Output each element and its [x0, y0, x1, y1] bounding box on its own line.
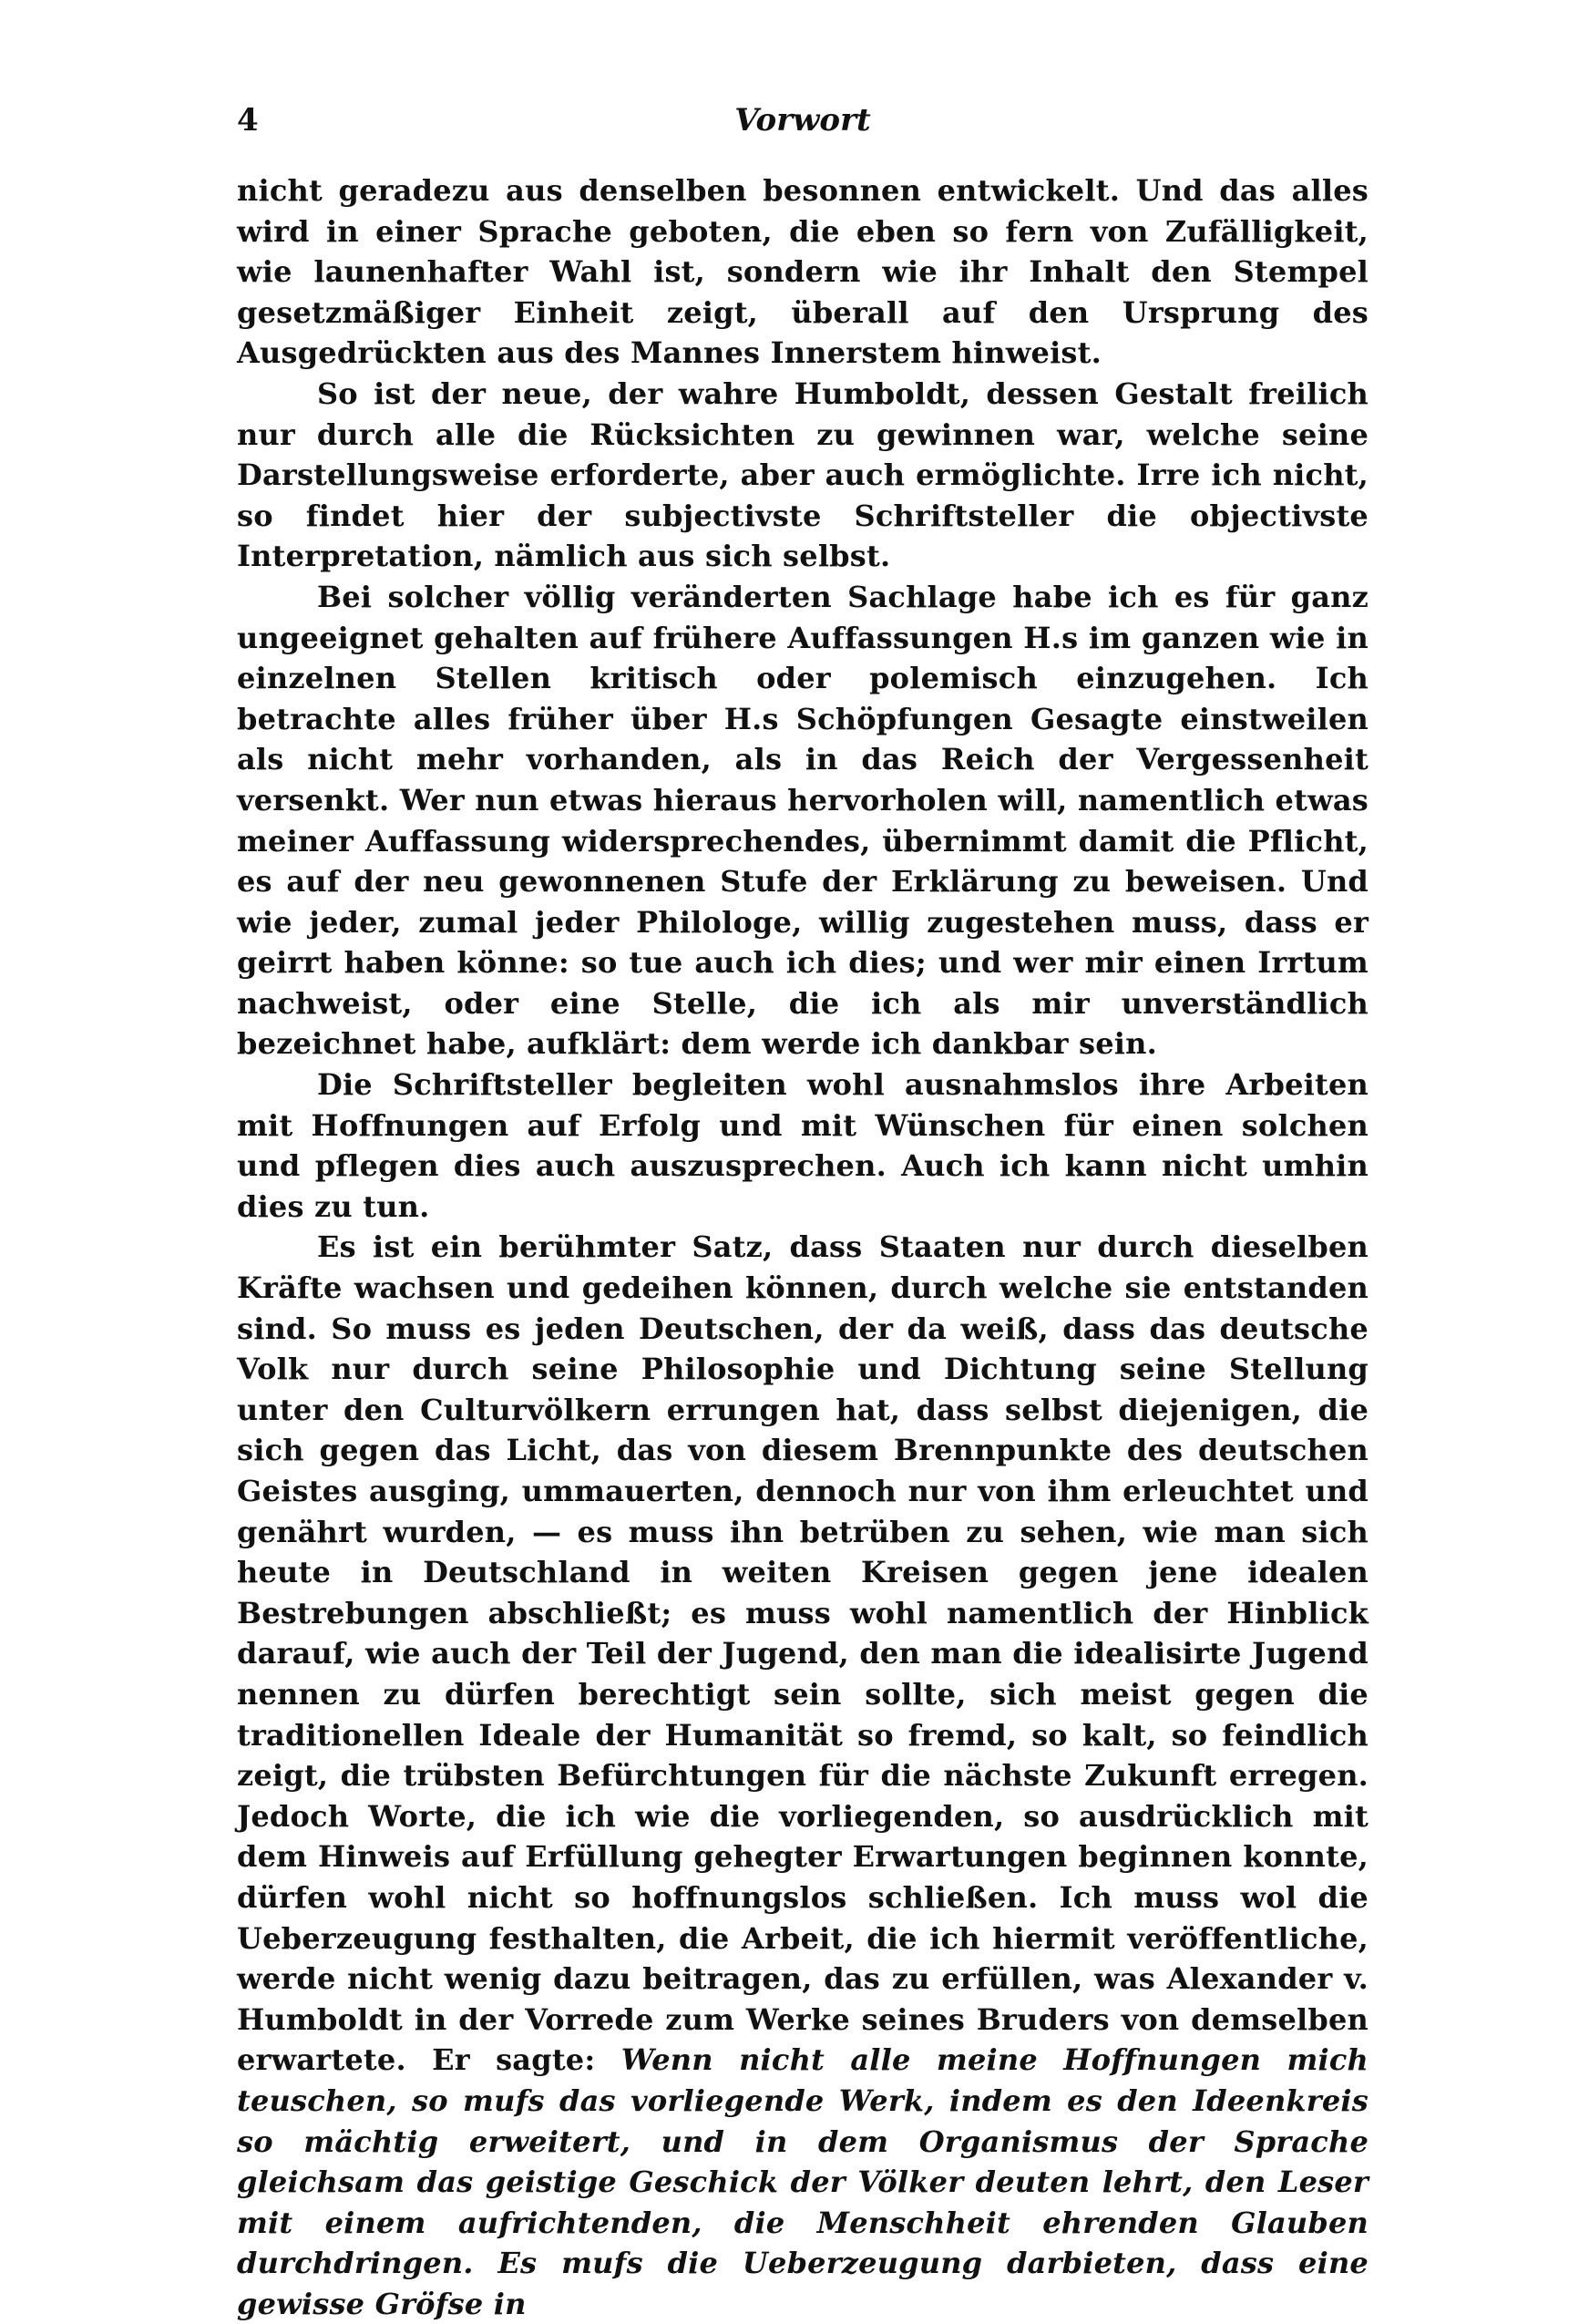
paragraph-5-text: Es ist ein berühmter Satz, dass Staaten nur durch dieselben Kräfte wachsen und gedeihen können, durch welche sie entstanden sind. So muss es jeden Deutschen, der da weiß, dass das deutsche Volk nur durch seine Philosophie und Dichtung seine Stellung unter den Culturvölkern errungen hat, dass selbst diejenigen, die sich gegen das Licht, das von diesem Brennpunkte des deutschen Geistes ausging, ummauerten, dennoch nur von ihm erleuchtet und genährt wurden, — es muss ihn betrüben zu sehen, wie man sich heute in Deutschland in weiten Kreisen gegen jene idealen Bestrebungen abschließt; es muss wohl namentlich der Hinblick darauf, wie auch der Teil der Jugend, den man die idealisirte Jugend nennen zu dürfen berechtigt sein sollte, sich meist gegen die traditionellen Ideale der Humanität so fremd, so kalt, so feindlich zeigt, die trübsten Befürchtungen für die nächste Zukunft erregen. Jedoch Worte, die ich wie die vorliegenden, so ausdrücklich mit dem Hinweis auf Erfüllung gehegter Erwartungen beginnen konnte, dürfen wohl nicht so hoffnungslos schließen. Ich muss wol die Ueberzeugung festhalten, die Arbeit, die ich hiermit veröffentliche, werde nicht wenig dazu beitragen, das zu erfüllen, was Alexander v. Humboldt in der Vorrede zum Werke seines Bruders von demselben erwartete. Er sagte:	[237, 1229, 1369, 2078]
paragraph-1: nicht geradezu aus denselben besonnen entwickelt. Und das alles wird in einer Sprache geboten, die eben so fern von Zufälligkeit, wie launenhafter Wahl ist, sondern wie ihr Inhalt den Stempel gesetzmäßiger Einheit zeigt, überall auf den Ursprung des Ausgedrückten aus des Mannes Innerstem hinweist.	[237, 173, 1369, 371]
humboldt-quote: Wenn nicht alle meine Hoffnungen mich teuschen, so mufs das vorliegende Werk, indem es den Ideenkreis so mächtig erweitert, und in dem Organismus der Sprache gleichsam das geistige Geschick der Völker deuten lehrt, den Leser mit einem aufrichtenden, die Menschheit ehrenden Glauben durchdringen. Es mufs die Ueberzeugung darbieten, dass eine gewisse Gröfse in	[237, 2042, 1369, 2321]
paragraph-5	[237, 1227, 1369, 2324]
running-head	[237, 102, 1369, 148]
running-title: Vorwort	[734, 102, 871, 139]
paragraph-3: Bei solcher völlig veränderten Sachlage habe ich es für ganz ungeeignet gehalten auf frühere Auffassungen H.s im ganzen wie in einzelnen Stellen kritisch oder polemisch einzugehen. Ich betrachte alles früher über H.s Schöpfungen Gesagte einstweilen als nicht mehr vorhanden, als in das Reich der Vergessenheit versenkt. Wer nun etwas hieraus hervorholen will, namentlich etwas meiner Auffassung widersprechendes, übernimmt damit die Pflicht, es auf der neu gewonnenen Stufe der Erklärung zu beweisen. Und wie jeder, zumal jeder Philologe, willig zugestehen muss, dass er geirrt haben könne: so tue auch ich dies; und wer mir einen Irrtum nachweist, oder eine Stelle, die ich als mir unverständlich bezeichnet habe, aufklärt: dem werde ich dankbar sein.	[237, 579, 1369, 1062]
page-number: 4	[237, 102, 259, 139]
paragraph-2: So ist der neue, der wahre Humboldt, dessen Gestalt freilich nur durch alle die Rücksichten zu gewinnen war, welche seine Darstellungsweise erforderte, aber auch ermöglichte. Irre ich nicht, so findet hier der subjectivste Schriftsteller die objectivste Interpretation, nämlich aus sich selbst.	[237, 375, 1369, 574]
paragraph-4: Die Schriftsteller begleiten wohl ausnahmslos ihre Arbeiten mit Hoffnungen auf Erfolg und mit Wünschen für einen solchen und pflegen dies auch auszusprechen. Auch ich kann nicht umhin dies zu tun.	[237, 1067, 1369, 1224]
body-text	[237, 170, 1369, 2324]
